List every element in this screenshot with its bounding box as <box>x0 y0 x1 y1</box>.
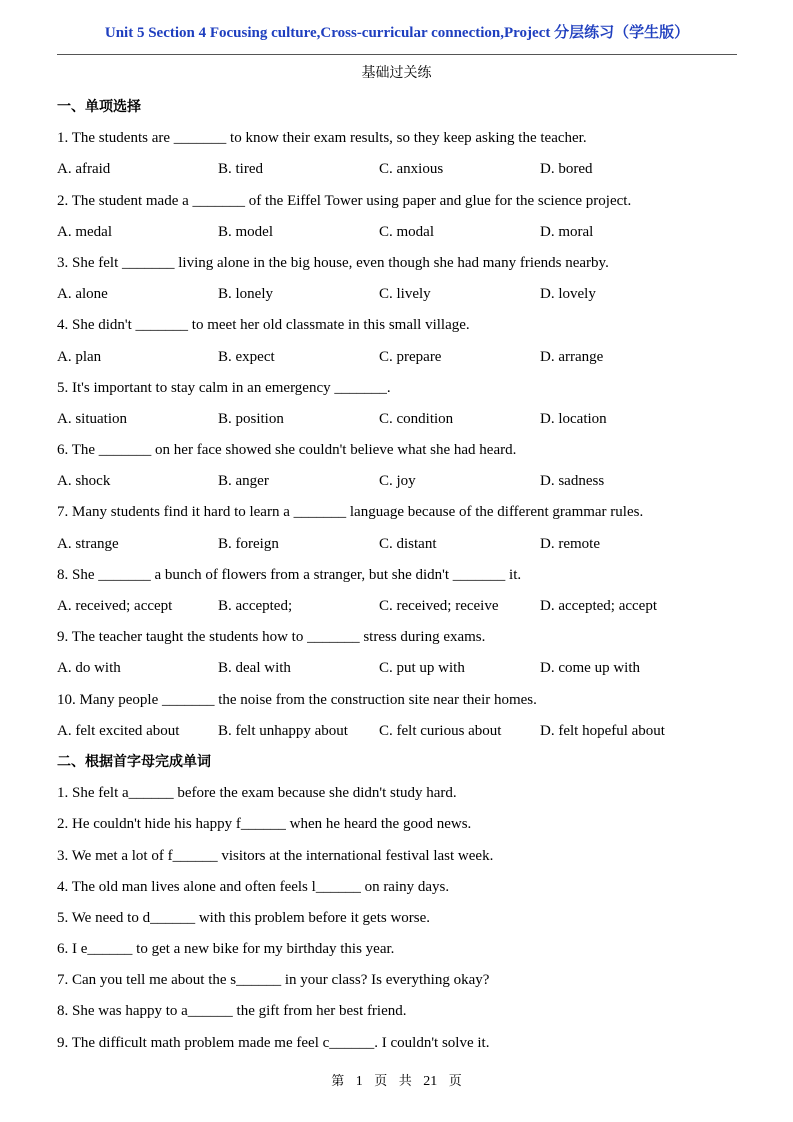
option-c: C. put up with <box>379 660 465 677</box>
fill-in-item: 3. We met a lot of f______ visitors at the international festival last week. <box>57 847 494 864</box>
fill-in-item: 4. The old man lives alone and often feels l______ on rainy days. <box>57 878 450 895</box>
options-row <box>57 529 747 560</box>
part1-heading: 一、单项选择 <box>57 99 141 115</box>
fill-in-item: 6. I e______ to get a new bike for my birthday this year. <box>57 941 395 958</box>
footer-di: 第 <box>331 1074 345 1089</box>
fill-in-item: 5. We need to d______ with this problem before it gets worse. <box>57 909 431 926</box>
options-row <box>57 154 747 185</box>
option-d: D. lovely <box>540 286 596 303</box>
option-b: B. tired <box>218 161 263 178</box>
header-title: Unit 5 Section 4 Focusing culture,Cross-curricular connection,Project 分层练习（学生版） <box>104 25 690 41</box>
footer-ye: 页 <box>374 1074 388 1089</box>
footer-page-number: 1 <box>355 1074 363 1089</box>
option-d: D. come up with <box>540 660 640 677</box>
options-row <box>57 404 747 435</box>
question-stem: 9. The teacher taught the students how to _______ stress during exams. <box>57 629 486 646</box>
option-b: B. anger <box>218 473 269 490</box>
option-a: A. plan <box>57 348 102 365</box>
question-stem: 4. She didn't _______ to meet her old classmate in this small village. <box>57 317 470 334</box>
option-c: C. lively <box>379 286 431 303</box>
section-title: 基础过关练 <box>361 65 432 81</box>
fill-in-item: 2. He couldn't hide his happy f______ when he heard the good news. <box>57 816 472 833</box>
options-row <box>57 653 747 684</box>
option-a: A. strange <box>57 535 119 552</box>
part1-question-list <box>57 123 747 747</box>
option-a: A. felt excited about <box>57 722 180 739</box>
option-c: C. modal <box>379 223 434 240</box>
footer-total-pages: 21 <box>423 1074 438 1089</box>
option-b: B. foreign <box>218 535 279 552</box>
question-stem: 6. The _______ on her face showed she couldn't believe what she had heard. <box>57 442 517 459</box>
option-c: C. joy <box>379 473 416 490</box>
worksheet-content <box>57 92 747 1059</box>
option-d: D. accepted; accept <box>540 598 658 614</box>
options-row <box>57 466 747 497</box>
footer-gong: 共 <box>398 1074 412 1089</box>
option-d: D. location <box>540 410 607 427</box>
option-a: A. situation <box>57 410 127 427</box>
question-stem: 3. She felt _______ living alone in the big house, even though she had many friends nearby. <box>57 254 609 271</box>
option-a: A. alone <box>57 286 108 303</box>
page-footer <box>0 1072 793 1092</box>
question-stem: 1. The students are _______ to know their exam results, so they keep asking the teacher. <box>57 130 587 147</box>
option-d: D. remote <box>540 535 600 552</box>
question-stem: 5. It's important to stay calm in an emergency _______. <box>57 379 391 396</box>
option-a: A. received; accept <box>57 598 173 614</box>
options-row <box>57 716 747 747</box>
option-b: B. model <box>218 223 273 240</box>
part2-item-list <box>57 778 747 1059</box>
option-c: C. anxious <box>379 161 444 178</box>
fill-in-item: 1. She felt a______ before the exam because she didn't study hard. <box>57 785 457 802</box>
options-row <box>57 342 747 373</box>
option-b: B. expect <box>218 348 275 365</box>
option-d: D. bored <box>540 161 593 178</box>
option-a: A. do with <box>57 660 121 677</box>
option-a: A. afraid <box>57 161 111 178</box>
options-row <box>57 217 747 248</box>
question-stem: 7. Many students find it hard to learn a _______ language because of the different grammar rules. <box>57 504 644 521</box>
option-d: D. felt hopeful about <box>540 722 665 739</box>
option-d: D. sadness <box>540 473 605 490</box>
question-stem: 10. Many people _______ the noise from the construction site near their homes. <box>57 691 537 708</box>
option-c: C. received; receive <box>379 598 499 614</box>
question-stem: 8. She _______ a bunch of flowers from a stranger, but she didn't _______ it. <box>57 566 522 583</box>
option-b: B. accepted; <box>218 598 293 614</box>
option-b: B. deal with <box>218 660 291 677</box>
option-a: A. medal <box>57 223 112 240</box>
question-stem: 2. The student made a _______ of the Eiffel Tower using paper and glue for the science project. <box>57 192 632 209</box>
page-header <box>57 20 737 55</box>
option-b: B. felt unhappy about <box>218 722 348 739</box>
option-b: B. lonely <box>218 286 273 303</box>
options-row <box>57 591 747 622</box>
fill-in-item: 8. She was happy to a______ the gift from her best friend. <box>57 1003 407 1020</box>
footer-ye-2: 页 <box>448 1074 462 1089</box>
option-d: D. arrange <box>540 348 604 365</box>
option-a: A. shock <box>57 473 111 490</box>
option-b: B. position <box>218 410 284 427</box>
option-c: C. felt curious about <box>379 722 502 739</box>
part2-heading: 二、根据首字母完成单词 <box>57 753 211 770</box>
fill-in-item: 9. The difficult math problem made me feel c______. I couldn't solve it. <box>57 1034 490 1051</box>
options-row <box>57 279 747 310</box>
option-c: C. distant <box>379 535 437 552</box>
fill-in-item: 7. Can you tell me about the s______ in your class? Is everything okay? <box>57 972 490 989</box>
option-c: C. prepare <box>379 348 442 365</box>
option-d: D. moral <box>540 223 594 240</box>
option-c: C. condition <box>379 410 454 427</box>
